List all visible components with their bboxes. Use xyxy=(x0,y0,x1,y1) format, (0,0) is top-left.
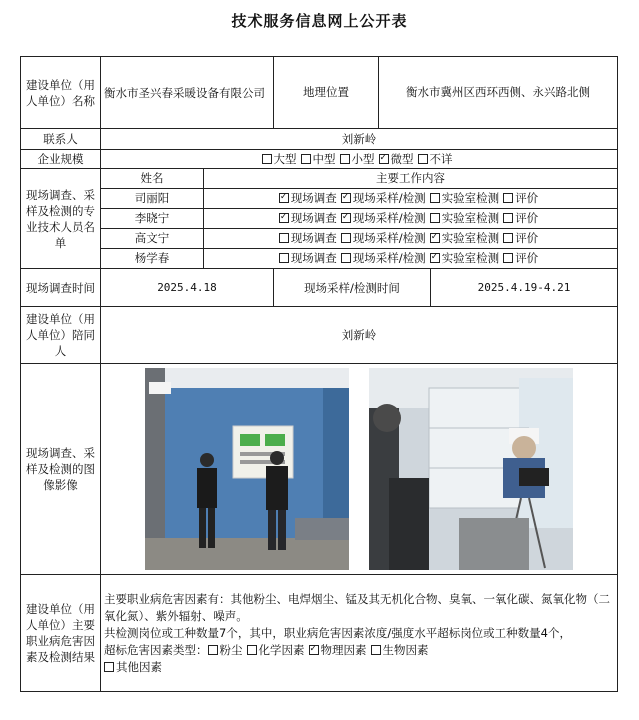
scale-option: 小型 xyxy=(340,152,375,166)
work-option: 现场调查 xyxy=(279,231,337,245)
contact-value: 刘新岭 xyxy=(101,129,618,150)
checkbox-icon xyxy=(301,154,311,164)
checkbox-icon xyxy=(247,645,257,655)
sampling-time: 2025.4.19-4.21 xyxy=(431,269,618,307)
result-line-1: 主要职业病危害因素有：其他粉尘、电焊烟尘、锰及其无机化合物、臭氧、一氧化碳、氮氧化物（二氧化氮）、紫外辐射、噪声。 xyxy=(104,591,610,623)
survey-time-label: 现场调查时间 xyxy=(21,269,101,307)
accompany-value: 刘新岭 xyxy=(101,307,618,364)
checkbox-icon xyxy=(430,233,440,243)
sampling-photo xyxy=(369,368,573,570)
survey-time: 2025.4.18 xyxy=(101,269,274,307)
scale-label: 企业规模 xyxy=(21,150,101,169)
images-cell xyxy=(101,364,618,575)
result-cell xyxy=(101,575,618,692)
scale-options xyxy=(101,150,618,169)
staff-work xyxy=(204,249,618,269)
work-option: 现场调查 xyxy=(279,251,337,265)
checkbox-icon xyxy=(371,645,381,655)
checkbox-icon xyxy=(503,253,513,263)
checkbox-icon xyxy=(279,193,289,203)
hazard-option: ✓ 物理因素 xyxy=(309,643,367,657)
staff-name: 李晓宁 xyxy=(101,209,204,229)
name-header: 姓名 xyxy=(101,169,204,189)
checkbox-icon xyxy=(341,213,351,223)
checkbox-icon xyxy=(503,213,513,223)
work-option: ✓ 现场采样/检测 xyxy=(341,191,426,205)
scale-option: 大型 xyxy=(262,152,297,166)
scale-option: 中型 xyxy=(301,152,336,166)
checkbox-icon xyxy=(503,233,513,243)
checkbox-icon xyxy=(430,213,440,223)
scale-option: 不详 xyxy=(418,152,453,166)
sampling-time-label: 现场采样/检测时间 xyxy=(274,269,431,307)
site-survey-photo xyxy=(145,368,349,570)
result-line-3 xyxy=(104,642,614,659)
hazard-prefix: 超标危害因素类型： xyxy=(104,642,208,657)
work-option: 评价 xyxy=(503,211,538,225)
checkbox-icon xyxy=(503,193,513,203)
checkbox-icon xyxy=(279,233,289,243)
work-option: ✓ 现场调查 xyxy=(279,211,337,225)
staff-work xyxy=(204,209,618,229)
hazard-option: 化学因素 xyxy=(247,643,305,657)
work-option: 现场采样/检测 xyxy=(341,251,426,265)
page-title: 技术服务信息网上公开表 xyxy=(231,12,408,30)
unit-label: 建设单位（用人单位）名称 xyxy=(21,57,101,129)
accompany-label: 建设单位（用人单位）陪同人 xyxy=(21,307,101,364)
checkbox-icon xyxy=(309,645,319,655)
work-option: 评价 xyxy=(503,251,538,265)
staff-label: 现场调查、采样及检测的专业技术人员名单 xyxy=(21,169,101,269)
work-option: ✓ 现场采样/检测 xyxy=(341,211,426,225)
images-label: 现场调查、采样及检测的图像影像 xyxy=(21,364,101,575)
work-option: 评价 xyxy=(503,191,538,205)
scale-option: ✓ 微型 xyxy=(379,152,414,166)
work-option: 实验室检测 xyxy=(430,211,500,225)
info-table xyxy=(20,56,618,692)
work-option: 评价 xyxy=(503,231,538,245)
unit-name: 衡水市圣兴春采暖设备有限公司 xyxy=(101,57,274,129)
checkbox-icon xyxy=(379,154,389,164)
location-label: 地理位置 xyxy=(274,57,379,129)
work-option: ✓ 实验室检测 xyxy=(430,231,500,245)
checkbox-icon xyxy=(341,233,351,243)
work-option: ✓ 现场调查 xyxy=(279,191,337,205)
checkbox-icon xyxy=(279,213,289,223)
staff-work xyxy=(204,189,618,209)
hazard-option: 生物因素 xyxy=(371,643,429,657)
checkbox-icon xyxy=(279,253,289,263)
checkbox-icon xyxy=(262,154,272,164)
result-label: 建设单位（用人单位）主要职业病危害因素及检测结果 xyxy=(21,575,101,692)
checkbox-icon xyxy=(430,193,440,203)
staff-name: 高文宁 xyxy=(101,229,204,249)
work-header: 主要工作内容 xyxy=(204,169,618,189)
checkbox-icon xyxy=(430,253,440,263)
result-line-2: 共检测岗位或工种数量7个，其中，职业病危害因素浓度/强度水平超标岗位或工种数量4个， xyxy=(104,625,572,640)
checkbox-icon xyxy=(340,154,350,164)
location-value: 衡水市冀州区西环西侧、永兴路北侧 xyxy=(379,57,618,129)
work-option: 现场采样/检测 xyxy=(341,231,426,245)
checkbox-icon xyxy=(208,645,218,655)
checkbox-icon xyxy=(341,253,351,263)
staff-name: 司丽阳 xyxy=(101,189,204,209)
hazard-option: 粉尘 xyxy=(208,643,243,657)
staff-name: 杨学春 xyxy=(101,249,204,269)
checkbox-icon xyxy=(104,662,114,672)
checkbox-icon xyxy=(418,154,428,164)
work-option: 实验室检测 xyxy=(430,191,500,205)
contact-label: 联系人 xyxy=(21,129,101,150)
checkbox-icon xyxy=(341,193,351,203)
work-option: ✓ 实验室检测 xyxy=(430,251,500,265)
hazard-option: 其他因素 xyxy=(104,660,162,674)
staff-work xyxy=(204,229,618,249)
result-line-4 xyxy=(104,659,614,676)
